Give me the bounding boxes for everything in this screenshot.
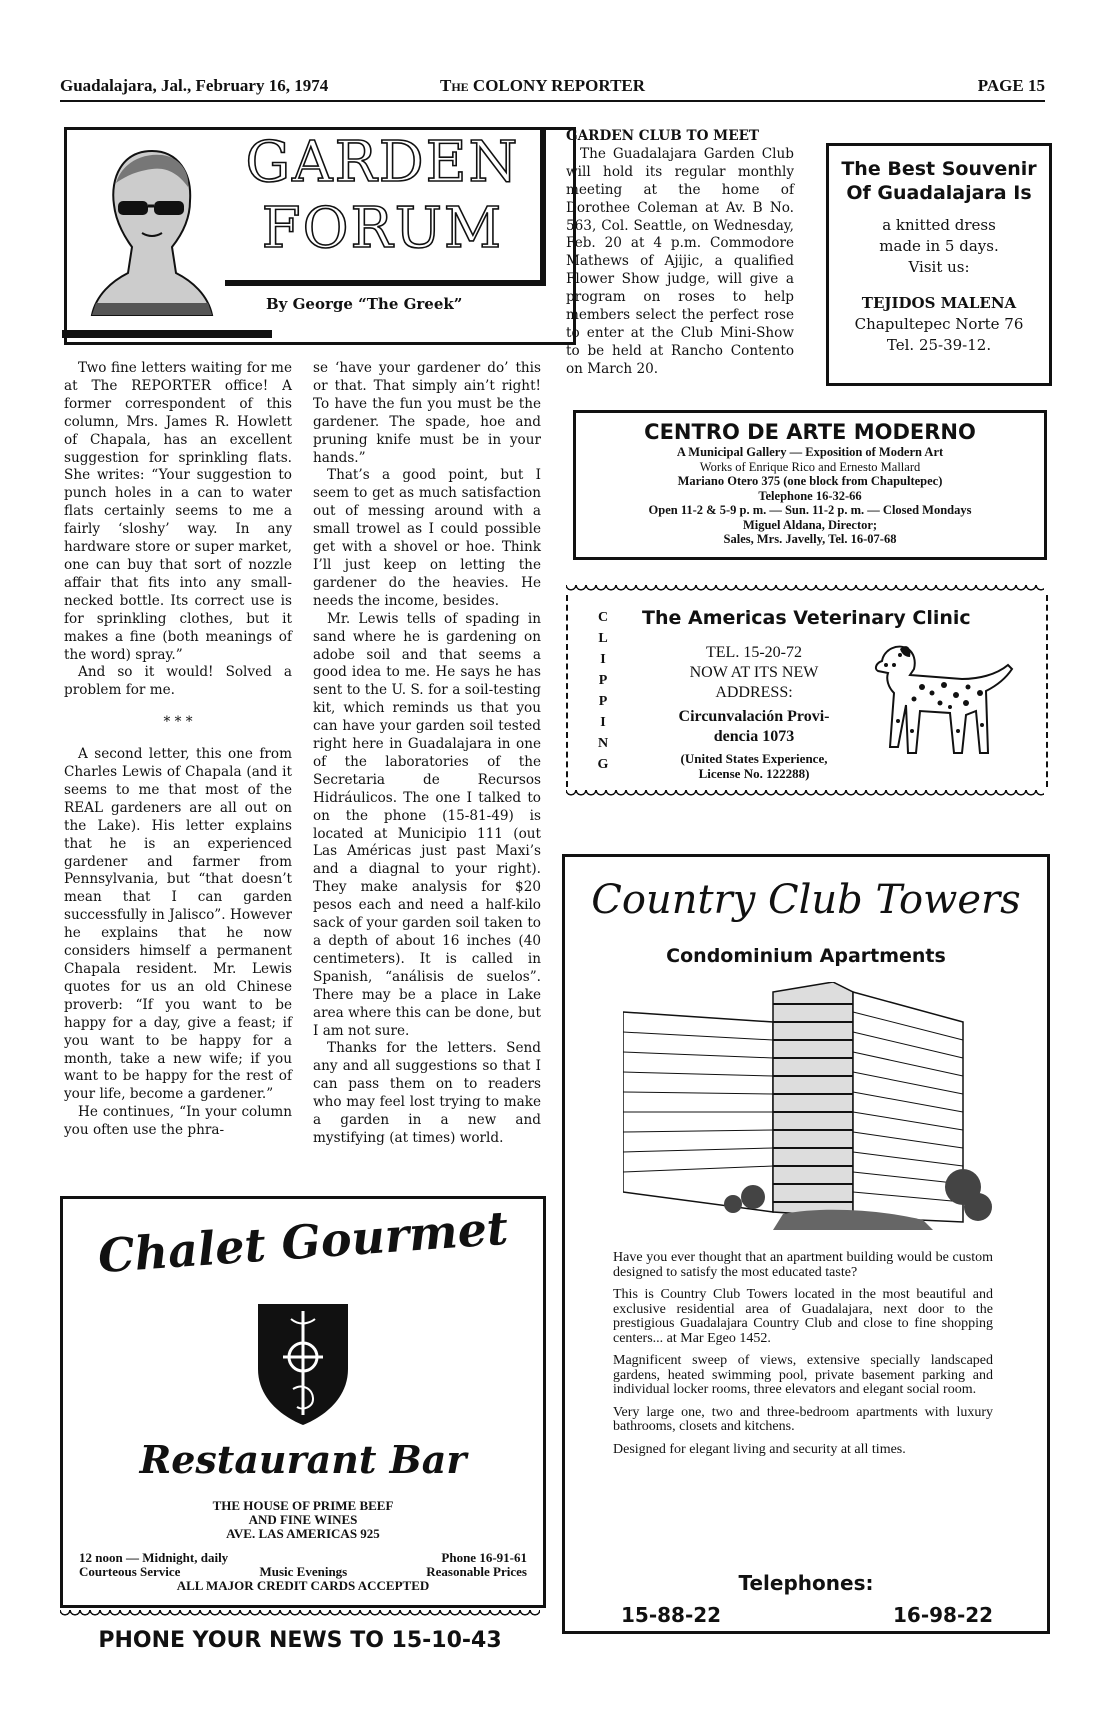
building-illustration [623, 982, 993, 1232]
towers-tel-1: 15-88-22 [621, 1603, 722, 1627]
bust-icon [82, 143, 222, 318]
souvenir-line: made in 5 days. [879, 237, 999, 255]
souvenir-tel: Tel. 25-39-12. [886, 336, 992, 354]
page-number: PAGE 15 [977, 76, 1045, 95]
article-column-2 [313, 360, 541, 1148]
shield-icon [253, 1299, 353, 1429]
paragraph: Two fine letters waiting for me at The REPORTER office! A former correspondent of this column, Mrs. James R. Howlett of Chapala, has an excellent suggestion for sprinkling flats. She writes: “Your suggestion to punch holes in a can to water flats certainly seems to me a fairly ‘sloshy’ way. In any hardware store or super market, one can buy that sort of nozzle affair that fits into any small-necked bottle. Its correct use is for sprinkling clothes, but it makes a fine (both meanings of the word) spray.” [64, 360, 292, 663]
towers-copy [613, 1251, 993, 1457]
arte-moderno-ad [573, 410, 1047, 560]
vet-tel: TEL. 15-20-72 [706, 644, 802, 661]
souvenir-ad [826, 143, 1052, 386]
vet-line: dencia 1073 [713, 728, 795, 745]
vet-details [644, 643, 864, 781]
chalet-credit: ALL MAJOR CREDIT CARDS ACCEPTED [176, 1578, 430, 1593]
garden-forum-title [225, 130, 546, 286]
paragraph: And so it would! Solved a problem for me. [64, 664, 292, 699]
title-line-forum: FORUM [261, 196, 504, 261]
chalet-phone: Phone 16-91-61 [441, 1550, 527, 1565]
vet-line: NOW AT ITS NEW [689, 664, 819, 681]
chalet-title: Chalet Gourmet [96, 1200, 510, 1284]
title-line-garden: GARDEN [245, 130, 520, 195]
chalet-line: THE HOUSE OF PRIME BEEF [212, 1498, 394, 1513]
clipping-letter: I [600, 652, 606, 667]
chalet-prices: Reasonable Prices [426, 1564, 527, 1579]
clipping-letter: I [600, 715, 606, 730]
clipping-letter: N [597, 736, 609, 751]
chalet-gourmet-ad [60, 1196, 546, 1608]
souvenir-headline-2: Of Guadalajara Is [846, 182, 1032, 204]
article-column-1 [64, 360, 292, 1140]
towers-tel-label: Telephones: [738, 1571, 874, 1595]
dalmatian-icon [870, 635, 1020, 765]
chalet-line: AND FINE WINES [248, 1512, 358, 1527]
towers-paragraph: Very large one, two and three-bedroom apartments with luxury bathrooms, closets and kitchens. [613, 1404, 993, 1434]
garden-club-article [566, 128, 794, 379]
garden-club-body: The Guadalajara Garden Club will hold its regular monthly meeting at the home of Dorothee Coleman at Av. B No. 563, Col. Seattle, on Wednesday, Feb. 20 at 4 p.m. Commodore Mathews of Ajijic, a qualified Flower Show judge, will give a program on roses to help members select the perfect rose to enter at the Club Mini-Show to be held at Rancho Contento on March 20. [566, 145, 794, 377]
chalet-hours: 12 noon — Midnight, daily [79, 1550, 229, 1565]
paragraph: A second letter, this one from Charles Lewis of Chapala (and it seems to me that most of the REAL gardeners are all out on the Lake). His letter explains that he is an experienced gardener and farmer from Pennsylvania, but “that doesn’t mean that I can garden successfully in Jalisco”. However he explains that he now considers himself a permanent Chapala resident. Mr. Lewis quotes for us an old Chinese proverb: “If you want to be happy for a day, give a feast; if you want to be happy for a month, take a new wife; if you want to be happy for the rest of your life, become a gardener.” [64, 746, 292, 1103]
souvenir-line: Visit us: [908, 258, 970, 276]
paragraph: se ‘have your gardener do’ this or that. That simply ain’t right! To have the fun you must be the gardener. The spade, hoe and pruning knife must be in your hands.” [313, 360, 541, 466]
vet-line: ADDRESS: [715, 684, 793, 701]
souvenir-address: Chapultepec Norte 76 [854, 315, 1024, 333]
clipping-border-bottom [566, 790, 1044, 800]
towers-paragraph: Magnificent sweep of views, extensive specially landscaped gardens, heated swimming pool, private basement parking and individual locker rooms, three elevators and elegant social room. [613, 1353, 993, 1397]
arte-line: Works of Enrique Rico and Ernesto Mallard [699, 459, 921, 474]
towers-tel-2: 16-98-22 [893, 1603, 994, 1627]
vet-line: (United States Experience, [680, 751, 828, 766]
paragraph: Thanks for the letters. Send any and all suggestions so that I can pass them on to readers who may feel lost trying to make a garden in a new and mystifying (at times) world. [313, 1040, 541, 1146]
towers-title: Country Club Towers [591, 877, 1021, 923]
arte-line: A Municipal Gallery — Exposition of Modern Art [676, 445, 944, 459]
souvenir-headline-1: The Best Souvenir [841, 158, 1037, 180]
vet-title: The Americas Veterinary Clinic [642, 607, 971, 629]
chalet-row [79, 1551, 527, 1565]
vet-line: Circunvalación Provi- [678, 708, 830, 725]
chalet-music: Music Evenings [259, 1564, 348, 1579]
section-break: * * * [163, 714, 193, 731]
chalet-subtitle: Restaurant Bar [139, 1437, 467, 1482]
chalet-service: Courteous Service [79, 1564, 181, 1579]
vet-line: License No. 122288) [698, 766, 810, 781]
vet-clinic-ad [566, 595, 1048, 787]
news-border [60, 1610, 540, 1620]
paper-name: The COLONY REPORTER [440, 76, 646, 95]
chalet-row [79, 1565, 527, 1579]
arte-line: Sales, Mrs. Javelly, Tel. 16-07-68 [723, 532, 897, 546]
arte-line: Mariano Otero 375 (one block from Chapultepec) [677, 474, 943, 488]
towers-paragraph: This is Country Club Towers located in the most beautiful and exclusive residential area of Guadalajara, next door to the prestigious Guadalajara Country Club and close to fine shopping centers... at Mar Egeo 1452. [613, 1287, 993, 1346]
clipping-letter: G [597, 757, 609, 772]
byline: By George “The Greek” [266, 295, 463, 313]
towers-subtitle: Condominium Apartments [666, 945, 946, 967]
clipping-letter: P [598, 694, 608, 709]
country-club-towers-ad [562, 854, 1050, 1634]
garden-club-heading: GARDEN CLUB TO MEET [566, 128, 760, 144]
clipping-letter: P [598, 673, 608, 688]
phone-news-banner: PHONE YOUR NEWS TO 15-10-43 [98, 1628, 502, 1653]
towers-paragraph: Designed for elegant living and security at all times. [613, 1441, 906, 1457]
clipping-letter: L [598, 631, 608, 646]
dateline: Guadalajara, Jal., February 16, 1974 [60, 76, 329, 95]
arte-line: Miguel Aldana, Director; [742, 517, 878, 532]
clipping-letter: C [597, 610, 609, 625]
towers-paragraph: Have you ever thought that an apartment building would be custom designed to satisfy the most educated taste? [613, 1250, 993, 1280]
souvenir-shop: TEJIDOS MALENA [861, 294, 1017, 312]
arte-title: CENTRO DE ARTE MODERNO [644, 420, 976, 444]
chalet-footer [79, 1551, 527, 1593]
header-rule [62, 330, 272, 338]
arte-line: Open 11-2 & 5-9 p. m. — Sun. 11-2 p. m. — Closed Mondays [648, 503, 972, 517]
paragraph: Mr. Lewis tells of spading in sand where he is gardening on adobe soil and that seems a good idea to me. He says he has sent to the U. S. for a soil-testing kit, which reminds us that you can have your garden soil tested right here in Guadalajara in one of the laboratories of the Secretaria de Recursos Hidráulicos. The one I talked to on the phone (15-81-49) is located at Municipio 111 (out Las Américas just past Maxi’s and a diagnal to your right). They make analysis for $20 pesos each and need a half-kilo sack of your garden soil taken to a depth of about 16 inches (40 centimeters). It is called in Spanish, “análisis de suelos”. There may be a place in Lake area where this can be done, but I am not sure. [313, 610, 541, 1039]
souvenir-line: a knitted dress [882, 216, 996, 234]
arte-line: Telephone 16-32-66 [758, 488, 862, 503]
masthead [60, 74, 1045, 102]
paragraph: He continues, “In your column you often use the phra- [64, 1104, 292, 1139]
clipping-border-top [566, 585, 1044, 595]
clipping-vertical-label [596, 607, 610, 775]
chalet-line: AVE. LAS AMERICAS 925 [226, 1526, 380, 1541]
chalet-details [63, 1499, 543, 1541]
paragraph: That’s a good point, but I seem to get as much satisfaction out of messing around with a small trowel as I could possible get with a shovel or hoe. Think I’ll just keep on letting the gardener do the heavies. He needs the income, besides. [313, 467, 541, 609]
